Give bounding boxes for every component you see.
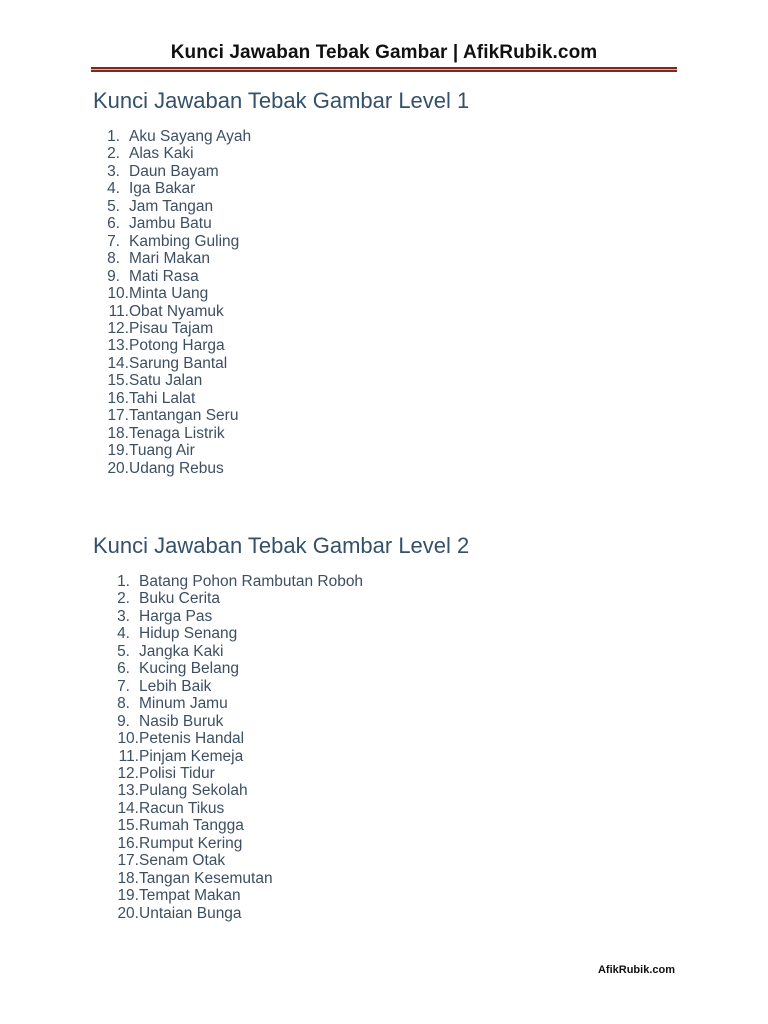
list-item [110,765,363,782]
list-item-text: Jam Tangan [129,197,214,215]
list-item-text: Tantangan Seru [129,407,239,425]
list-item [100,163,251,180]
list-item [110,835,363,852]
list-item-number: 14. [107,354,129,372]
list-item [100,372,251,389]
list-item-text: Untaian Bunga [139,904,242,922]
list-item [110,887,363,904]
list-item [100,303,251,320]
list-item-text: Petenis Handal [139,730,245,748]
section-title-level-2: Kunci Jawaban Tebak Gambar Level 2 [93,533,470,558]
list-item-text: Rumah Tangga [139,817,244,835]
list-item [100,320,251,337]
list-item [110,800,363,817]
list-item-text: Jambu Batu [129,215,212,233]
list-item [100,250,251,267]
list-item-text: Batang Pohon Rambutan Roboh [139,573,364,590]
list-item-number: 15. [117,817,139,835]
list-item-text: Racun Tikus [139,799,225,817]
list-item-text: Polisi Tidur [139,764,215,782]
list-item [110,660,363,677]
list-item-text: Lebih Baik [139,677,212,695]
list-item [110,695,363,712]
list-item-text: Pisau Tajam [129,319,214,337]
list-item-text: Mati Rasa [129,267,199,285]
list-item-number: 6. [107,215,120,233]
list-item-text: Daun Bayam [129,162,219,180]
list-item-number: 20. [117,904,139,922]
list-item-text: Harga Pas [139,607,213,625]
list-item-text: Senam Otak [139,852,226,870]
list-item [100,407,251,424]
list-item-number: 7. [117,677,130,695]
list-item [110,678,363,695]
list-item-number: 13. [117,782,139,800]
list-item-text: Kambing Guling [129,232,240,250]
list-item-number: 9. [107,267,120,285]
header-divider-inner [91,69,677,70]
list-item-number: 6. [117,660,130,678]
list-item-text: Iga Bakar [129,180,196,198]
answer-list-level-1 [100,128,251,477]
list-item-text: Tenaga Listrik [129,424,225,442]
list-item-number: 18. [117,869,139,887]
list-item [100,337,251,354]
list-item [100,285,251,302]
list-item-text: Hidup Senang [139,625,238,643]
list-item [100,442,251,459]
list-item-text: Pulang Sekolah [139,782,248,800]
list-item [100,390,251,407]
list-item-text: Minum Jamu [139,695,228,713]
list-item [100,198,251,215]
list-item-number: 11. [108,302,129,320]
list-item-number: 12. [117,764,139,782]
list-item-number: 10. [117,730,139,748]
list-item [110,608,363,625]
list-item-number: 10. [107,285,129,303]
document-header-title: Kunci Jawaban Tebak Gambar | AfikRubik.com [170,42,598,63]
list-item-number: 17. [107,407,129,425]
list-item-text: Tuang Air [129,442,195,460]
list-item-number: 20. [107,459,129,477]
list-item [100,128,251,145]
footer-brand: AfikRubik.com [597,964,675,976]
list-item-text: Alas Kaki [129,145,194,163]
list-item-text: Pinjam Kemeja [139,747,244,765]
list-item-number: 12. [107,319,129,337]
list-item [110,643,363,660]
list-item [110,852,363,869]
section-title-level-1: Kunci Jawaban Tebak Gambar Level 1 [93,88,470,113]
list-item [100,268,251,285]
list-item-number: 7. [107,232,120,250]
list-item-text: Jangka Kaki [139,642,224,660]
list-item-text: Tahi Lalat [129,389,196,407]
list-item [100,233,251,250]
list-item [110,905,363,922]
list-item-number: 13. [107,337,129,355]
list-item-text: Satu Jalan [129,372,203,390]
list-item [110,590,363,607]
list-item-number: 15. [107,372,129,390]
list-item-number: 19. [117,887,139,905]
list-item-number: 2. [107,145,120,163]
list-item-number: 14. [117,799,139,817]
list-item-number: 18. [107,424,129,442]
list-item-number: 19. [107,442,129,460]
list-item [110,573,363,590]
list-item [110,782,363,799]
list-item-number: 4. [107,180,120,198]
list-item [110,625,363,642]
list-item [100,215,251,232]
list-item-number: 4. [117,625,130,643]
list-item-text: Udang Rebus [129,459,224,477]
list-item [100,180,251,197]
list-item [100,355,251,372]
list-item [110,730,363,747]
list-item [110,713,363,730]
list-item-number: 17. [117,852,139,870]
list-item-number: 9. [117,712,130,730]
list-item-number: 2. [117,590,130,608]
list-item [110,748,363,765]
list-item [100,145,251,162]
list-item-number: 5. [117,642,130,660]
list-item [100,460,251,477]
list-item-number: 3. [107,162,120,180]
list-item-text: Sarung Bantal [129,354,228,372]
list-item-number: 16. [117,834,139,852]
list-item-text: Kucing Belang [139,660,239,678]
list-item-text: Tangan Kesemutan [139,869,273,887]
list-item-number: 11. [118,747,139,765]
list-item-text: Tempat Makan [139,887,241,905]
list-item-number: 8. [117,695,130,713]
list-item-text: Minta Uang [129,285,209,303]
list-item-number: 1. [117,573,130,590]
answer-list-level-2 [110,573,363,922]
list-item [110,817,363,834]
list-item-number: 1. [107,128,120,145]
list-item-number: 3. [117,607,130,625]
list-item-number: 16. [107,389,129,407]
list-item-text: Mari Makan [129,250,210,268]
list-item-text: Nasib Buruk [139,712,224,730]
list-item-number: 8. [107,250,120,268]
list-item-text: Obat Nyamuk [129,302,224,320]
list-item-text: Rumput Kering [139,834,243,852]
list-item-text: Potong Harga [129,337,225,355]
list-item [110,870,363,887]
list-item [100,425,251,442]
list-item-text: Aku Sayang Ayah [129,128,252,145]
list-item-text: Buku Cerita [139,590,220,608]
list-item-number: 5. [107,197,120,215]
